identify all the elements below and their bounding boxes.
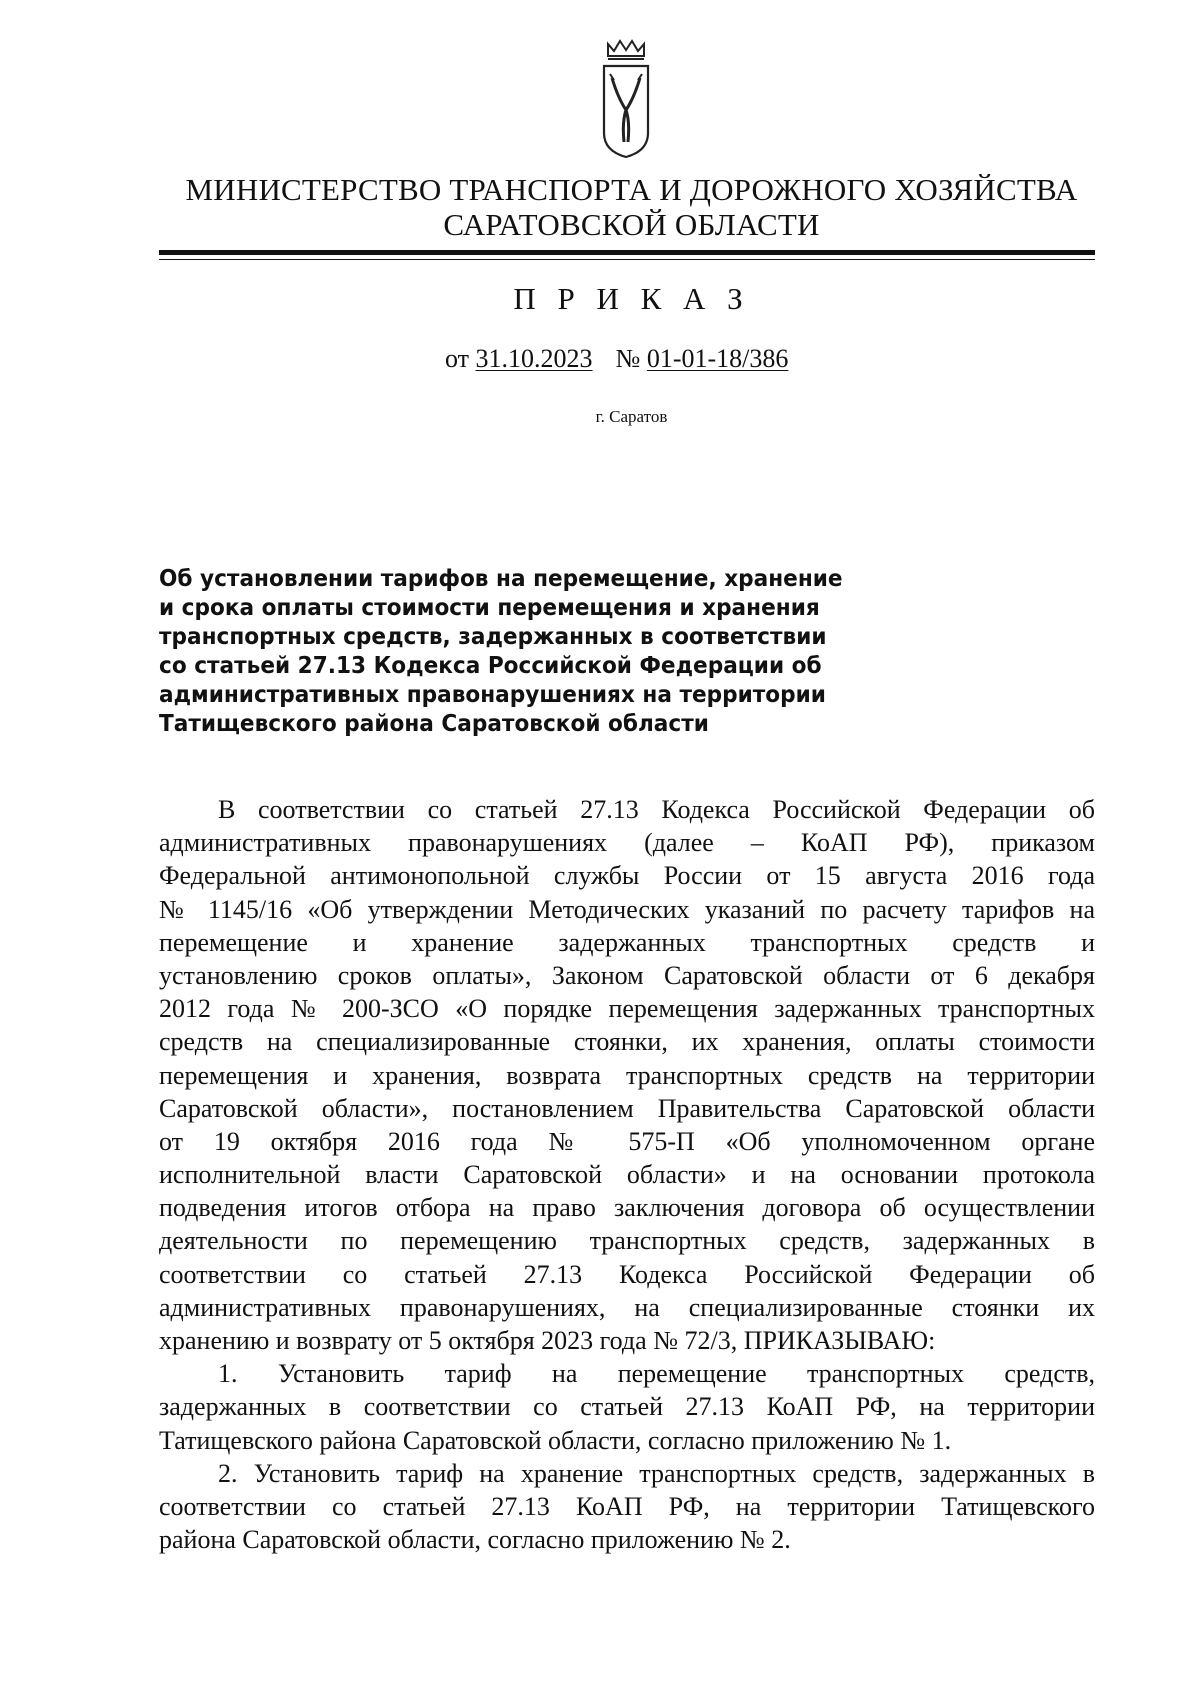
body-line: административных правонарушениях, на специализированные стоянки их <box>159 1292 1095 1322</box>
body-line: 1. Установить тариф на перемещение транспортных средств, <box>218 1359 1095 1389</box>
order-body <box>159 793 1095 1556</box>
body-line: 2. Установить тариф на хранение транспортных средств, задержанных в <box>218 1458 1095 1488</box>
document-type-title: П Р И К А З <box>513 281 750 316</box>
subject-line: и срока оплаты стоимости перемещения и хранения <box>159 595 820 621</box>
body-line: от 19 октября 2016 года № 575-П «Об уполномоченном органе <box>159 1126 1095 1156</box>
body-line: установлению сроков оплаты», Законом Саратовской области от 6 декабря <box>159 960 1095 990</box>
body-line: средств на специализированные стоянки, их хранения, оплаты стоимости <box>159 1027 1095 1057</box>
body-line: Татищевского района Саратовской области, согласно приложению № 1. <box>159 1425 952 1455</box>
subject-line: Татищевского района Саратовской области <box>159 711 709 737</box>
date-prefix: от <box>445 344 470 373</box>
saratov-coat-of-arms-icon <box>600 38 652 160</box>
body-line: В соответствии со статьей 27.13 Кодекса Российской Федерации об <box>218 795 1095 824</box>
body-line: Федеральной антимонопольной службы России от 15 августа 2016 года <box>159 861 1095 891</box>
body-line: перемещения и хранения, возврата транспортных средств на территории <box>159 1060 1095 1090</box>
header-divider <box>159 250 1095 255</box>
order-date-number <box>445 344 788 374</box>
body-line: Саратовской области», постановлением Правительства Саратовской области <box>159 1093 1095 1123</box>
body-line: 2012 года № 200-ЗСО «О порядке перемещения задержанных транспортных <box>159 994 1095 1024</box>
order-subject <box>159 565 843 739</box>
body-line: подведения итогов отбора на право заключения договора об осуществлении <box>159 1193 1095 1223</box>
body-line: деятельности по перемещению транспортных средств, задержанных в <box>159 1226 1095 1256</box>
order-date: 31.10.2023 <box>475 344 593 373</box>
order-number: 01-01-18/386 <box>646 344 789 373</box>
body-line: соответствии со статьей 27.13 КоАП РФ, на территории Татищевского <box>159 1491 1095 1521</box>
number-prefix: № <box>615 344 641 373</box>
header-divider-thin <box>159 259 1095 260</box>
ministry-name-line2: САРАТОВСКОЙ ОБЛАСТИ <box>443 207 820 242</box>
body-line: задержанных в соответствии со статьей 27.13 КоАП РФ, на территории <box>159 1392 1095 1422</box>
body-line: перемещение и хранение задержанных транспортных средств и <box>159 927 1095 957</box>
body-line: исполнительной власти Саратовской области» и на основании протокола <box>159 1160 1095 1190</box>
body-line: № 1145/16 «Об утверждении Методических указаний по расчету тарифов на <box>159 894 1095 924</box>
body-line: соответствии со статьей 27.13 Кодекса Российской Федерации об <box>159 1259 1095 1289</box>
body-line: района Саратовской области, согласно приложению № 2. <box>159 1525 791 1555</box>
place-of-issue: г. Саратов <box>595 407 668 426</box>
body-line: административных правонарушениях (далее – КоАП РФ), приказом <box>159 828 1095 858</box>
subject-line: со статьей 27.13 Кодекса Российской Федерации об <box>159 653 822 679</box>
subject-line: административных правонарушениях на территории <box>159 682 826 708</box>
body-line: хранению и возврату от 5 октября 2023 года № 72/3, ПРИКАЗЫВАЮ: <box>159 1326 936 1355</box>
subject-line: Об установлении тарифов на перемещение, хранение <box>159 566 843 592</box>
subject-line: транспортных средств, задержанных в соответствии <box>159 624 827 650</box>
ministry-name-line1: МИНИСТЕРСТВО ТРАНСПОРТА И ДОРОЖНОГО ХОЗЯЙСТВА <box>185 172 1078 207</box>
